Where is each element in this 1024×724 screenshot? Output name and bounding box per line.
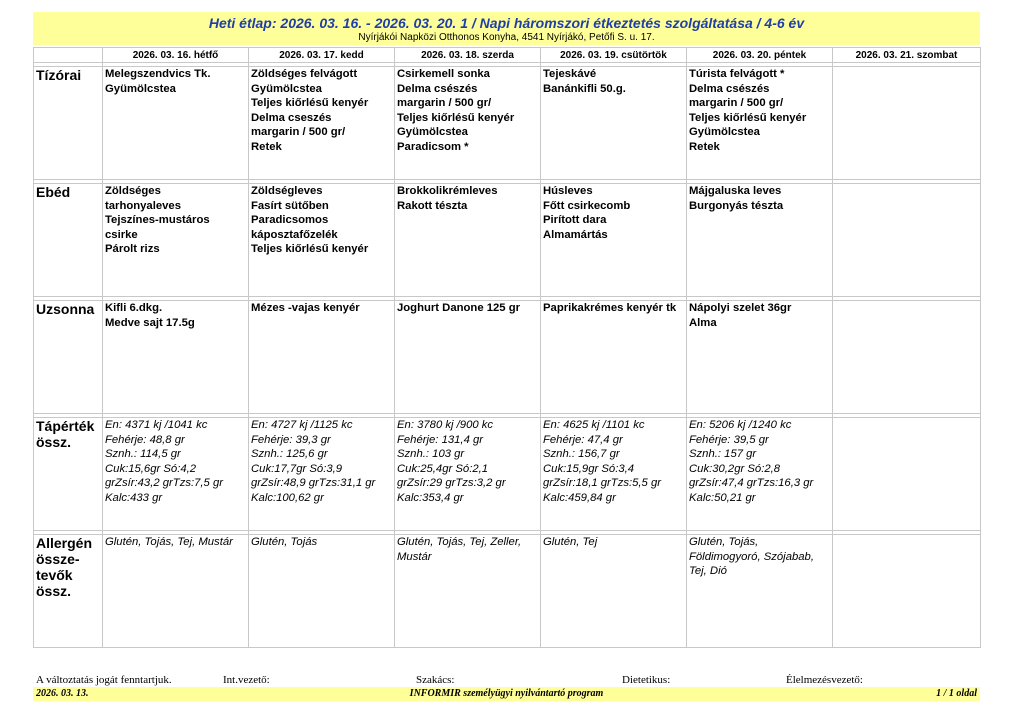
- menu-item: Kalc:50,21 gr: [689, 491, 756, 504]
- menu-body: [34, 63, 981, 648]
- menu-item: Teljes kiőrlésű kenyér: [689, 111, 807, 124]
- menu-item: Cuk:15,6gr Só:4,2: [105, 462, 197, 475]
- menu-item: Tejeskávé: [543, 68, 597, 80]
- menu-item: Sznh.: 125,6 gr: [251, 448, 328, 461]
- menu-cell: [103, 418, 249, 531]
- menu-cell: [833, 535, 981, 648]
- menu-item: Gyümölcstea: [105, 82, 176, 95]
- menu-item: Földimogyoró, Szójabab,: [689, 550, 814, 563]
- meal-label-line: össze-: [36, 551, 80, 567]
- menu-item: margarin / 500 gr/: [397, 97, 492, 110]
- menu-item: Pirított dara: [543, 214, 607, 227]
- menu-item: Alma: [689, 316, 717, 329]
- menu-item: Kalc:100,62 gr: [251, 491, 324, 504]
- meal-row-allergen: [34, 535, 981, 648]
- menu-item: Paradicsomos: [251, 214, 329, 227]
- meal-label-line: Allergén: [36, 535, 93, 551]
- menu-item: margarin / 500 gr/: [689, 97, 784, 110]
- menu-item: Brokkolikrémleves: [397, 185, 498, 197]
- menu-item: Teljes kiőrlésű kenyér: [397, 111, 515, 124]
- day-header-wednesday: 2026. 03. 18. szerda: [395, 48, 541, 63]
- menu-item: Sznh.: 114,5 gr: [105, 448, 181, 461]
- day-header-saturday: 2026. 03. 21. szombat: [833, 48, 981, 63]
- menu-item: Párolt rizs: [105, 243, 160, 256]
- menu-cell: [249, 67, 395, 180]
- menu-cell: [541, 301, 687, 414]
- meal-label-line: Uzsonna: [36, 301, 95, 317]
- menu-cell: [249, 418, 395, 531]
- menu-cell: [249, 184, 395, 297]
- corner-cell: [34, 48, 103, 63]
- meal-label: [34, 418, 103, 531]
- day-header-row: [34, 48, 981, 63]
- menu-item: Csirkemell sonka: [397, 68, 490, 80]
- menu-cell: [833, 418, 981, 531]
- menu-item: Paprikakrémes kenyér tk: [543, 302, 677, 314]
- menu-cell: [541, 67, 687, 180]
- menu-item: Paradicsom *: [397, 140, 469, 153]
- menu-item: Fehérje: 48,8 gr: [105, 433, 185, 446]
- menu-item: Cuk:17,7gr Só:3,9: [251, 462, 343, 475]
- menu-item: En: 3780 kj /900 kc: [397, 419, 494, 431]
- menu-item: tarhonyaleves: [105, 199, 181, 212]
- menu-item: Delma cseszés: [251, 111, 332, 124]
- menu-item: káposztafőzelék: [251, 228, 338, 241]
- menu-cell: [395, 184, 541, 297]
- menu-cell: [395, 67, 541, 180]
- menu-item: Fasírt sütőben: [251, 199, 329, 212]
- menu-item: Főtt csirkecomb: [543, 199, 631, 212]
- meal-label: [34, 184, 103, 297]
- menu-item: Glutén, Tojás, Tej, Mustár: [105, 536, 233, 548]
- menu-item: Túrista felvágott *: [689, 68, 785, 80]
- menu-item: Retek: [251, 140, 282, 153]
- menu-item: Retek: [689, 140, 720, 153]
- menu-cell: [103, 301, 249, 414]
- day-header-tuesday: 2026. 03. 17. kedd: [249, 48, 395, 63]
- menu-item: Medve sajt 17.5g: [105, 316, 195, 329]
- menu-cell: [395, 418, 541, 531]
- menu-item: En: 4727 kj /1125 kc: [251, 419, 353, 431]
- document-title: Heti étlap: 2026. 03. 16. - 2026. 03. 20. 1 / Napi háromszori étkeztetés szolgáltatása / 4-6 év: [208, 15, 805, 31]
- menu-item: Cuk:30,2gr Só:2,8: [689, 462, 781, 475]
- menu-item: En: 4625 kj /1101 kc: [543, 419, 645, 431]
- menu-item: Fehérje: 39,5 gr: [689, 433, 769, 446]
- menu-item: grZsír:18,1 grTzs:5,5 gr: [543, 477, 662, 490]
- menu-cell: [103, 184, 249, 297]
- menu-item: Tej, Dió: [689, 565, 727, 578]
- menu-item: Kalc:433 gr: [105, 491, 163, 504]
- menu-item: Glutén, Tojás,: [689, 536, 759, 548]
- day-header-friday: 2026. 03. 20. péntek: [687, 48, 833, 63]
- menu-item: Májgaluska leves: [689, 185, 782, 197]
- footer-note: A változtatás jogát fenntartjuk.: [36, 674, 172, 686]
- menu-item: grZsír:47,4 grTzs:16,3 gr: [689, 477, 814, 490]
- menu-item: margarin / 500 gr/: [251, 126, 346, 139]
- menu-item: Glutén, Tojás, Tej, Zeller,: [397, 536, 522, 548]
- menu-cell: [249, 301, 395, 414]
- menu-cell: [103, 535, 249, 648]
- menu-cell: [687, 301, 833, 414]
- footer-bar: [33, 687, 980, 701]
- meal-label: [34, 535, 103, 648]
- menu-item: Teljes kiőrlésű kenyér: [251, 97, 369, 110]
- menu-cell: [395, 535, 541, 648]
- menu-item: Burgonyás tészta: [689, 199, 784, 212]
- meal-label-line: össz.: [36, 583, 72, 599]
- footer-date: 2026. 03. 13.: [36, 688, 89, 699]
- menu-cell: [687, 418, 833, 531]
- menu-item: Joghurt Danone 125 gr: [397, 302, 521, 314]
- menu-item: Gyümölcstea: [689, 126, 760, 139]
- menu-item: Banánkifli 50.g.: [543, 82, 626, 95]
- menu-item: Nápolyi szelet 36gr: [689, 302, 792, 314]
- menu-item: Gyümölcstea: [251, 82, 322, 95]
- meal-label-line: tevők: [36, 567, 73, 583]
- meal-label-line: Tápérték: [36, 418, 95, 434]
- meal-label-line: össz.: [36, 434, 72, 450]
- meal-row-taperték: [34, 418, 981, 531]
- menu-item: Zöldséges felvágott: [251, 68, 358, 80]
- meal-row-uzsonna: [34, 301, 981, 414]
- menu-cell: [103, 67, 249, 180]
- menu-item: Sznh.: 103 gr: [397, 448, 465, 461]
- day-header-monday: 2026. 03. 16. hétfő: [103, 48, 249, 63]
- footer-catering-manager: Élelmezésvezető:: [786, 674, 863, 686]
- footer-pages: 1 / 1 oldal: [936, 688, 977, 699]
- menu-cell: [249, 535, 395, 648]
- menu-item: grZsír:48,9 grTzs:31,1 gr: [251, 477, 376, 490]
- menu-item: Teljes kiőrlésű kenyér: [251, 243, 369, 256]
- footer-dietitian: Dietetikus:: [622, 674, 671, 686]
- menu-item: Glutén, Tej: [543, 536, 598, 548]
- menu-item: Mézes -vajas kenyér: [251, 302, 360, 314]
- meal-label-line: Ebéd: [36, 184, 71, 200]
- menu-item: En: 4371 kj /1041 kc: [105, 419, 208, 431]
- menu-item: csirke: [105, 228, 138, 241]
- footer-manager: Int.vezető:: [223, 674, 270, 686]
- document-subtitle: Nyírjákói Napközi Otthonos Konyha, 4541 Nyírjákó, Petőfi S. u. 17.: [358, 32, 655, 43]
- menu-item: Glutén, Tojás: [251, 536, 318, 548]
- menu-item: Kifli 6.dkg.: [105, 302, 163, 314]
- meal-label: [34, 67, 103, 180]
- menu-item: Fehérje: 39,3 gr: [251, 433, 331, 446]
- menu-item: Delma csészés: [397, 82, 478, 95]
- menu-cell: [687, 67, 833, 180]
- menu-cell: [833, 67, 981, 180]
- menu-table: [33, 47, 981, 648]
- day-header-thursday: 2026. 03. 19. csütörtök: [541, 48, 687, 63]
- menu-cell: [687, 535, 833, 648]
- menu-item: Almamártás: [543, 228, 608, 241]
- menu-cell: [541, 184, 687, 297]
- menu-item: Húsleves: [543, 185, 593, 197]
- menu-item: Sznh.: 156,7 gr: [543, 448, 620, 461]
- meal-row-ebed: [34, 184, 981, 297]
- footer-program: INFORMIR személyügyi nyilvántartó program: [409, 688, 604, 699]
- menu-item: Kalc:353,4 gr: [397, 491, 464, 504]
- menu-cell: [395, 301, 541, 414]
- meal-row-tizorai: [34, 67, 981, 180]
- menu-item: Delma csészés: [689, 82, 770, 95]
- menu-item: Zöldségleves: [251, 185, 323, 197]
- menu-item: Kalc:459,84 gr: [543, 491, 616, 504]
- meal-label: [34, 301, 103, 414]
- document-header: [33, 12, 980, 45]
- menu-cell: [541, 535, 687, 648]
- menu-item: Rakott tészta: [397, 199, 468, 212]
- footer-chef: Szakács:: [416, 674, 455, 686]
- menu-item: Melegszendvics Tk.: [105, 68, 211, 80]
- menu-item: Fehérje: 47,4 gr: [543, 433, 623, 446]
- menu-cell: [687, 184, 833, 297]
- menu-item: Cuk:15,9gr Só:3,4: [543, 462, 635, 475]
- menu-cell: [833, 184, 981, 297]
- meal-label-line: Tízórai: [36, 67, 82, 83]
- menu-item: Sznh.: 157 gr: [689, 448, 757, 461]
- menu-item: Zöldséges: [105, 185, 161, 197]
- menu-item: Mustár: [397, 550, 432, 563]
- menu-item: Tejszínes-mustáros: [105, 214, 210, 227]
- menu-item: Gyümölcstea: [397, 126, 468, 139]
- menu-item: grZsír:43,2 grTzs:7,5 gr: [105, 477, 224, 490]
- menu-cell: [833, 301, 981, 414]
- menu-item: En: 5206 kj /1240 kc: [689, 419, 792, 431]
- menu-item: grZsír:29 grTzs:3,2 gr: [397, 477, 506, 490]
- menu-item: Cuk:25,4gr Só:2,1: [397, 462, 489, 475]
- menu-item: Fehérje: 131,4 gr: [397, 433, 484, 446]
- menu-cell: [541, 418, 687, 531]
